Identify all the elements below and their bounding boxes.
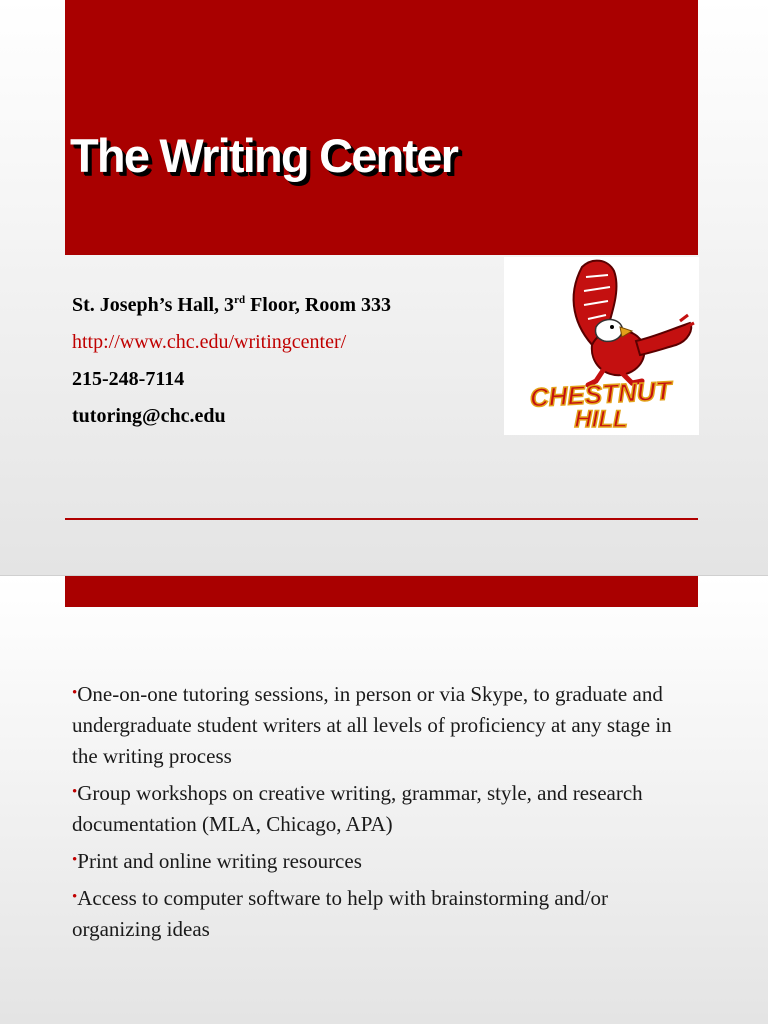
phone-number: 215-248-7114 — [72, 368, 185, 390]
slide-2 — [0, 576, 768, 1024]
list-item — [72, 845, 692, 877]
logo-wordmark-bottom: HILL — [574, 406, 628, 433]
contact-info — [72, 287, 502, 435]
bullet-marker: • — [72, 852, 78, 868]
address-ordinal: rd — [234, 294, 246, 306]
list-item-text: One-on-one tutoring sessions, in person or via Skype, to graduate and undergraduate student writers at all levels of proficiency at any stage in the writing process — [72, 682, 672, 768]
list-item — [72, 882, 692, 945]
bullet-marker: • — [72, 784, 78, 800]
website-link[interactable]: http://www.chc.edu/writingcenter/ — [72, 331, 347, 353]
slide-title: The Writing Center — [70, 129, 458, 182]
chestnut-hill-logo — [504, 257, 699, 435]
address-suffix: Floor, Room 333 — [245, 294, 391, 316]
list-item-text: Access to computer software to help with brainstorming and/or organizing ideas — [72, 886, 608, 941]
header-band — [65, 576, 698, 607]
griffin-mascot-icon — [504, 257, 699, 435]
list-item — [72, 678, 692, 772]
list-item-text: Group workshops on creative writing, grammar, style, and research documentation (MLA, Chicago, APA) — [72, 781, 643, 836]
divider-line — [65, 518, 698, 520]
address-line — [72, 287, 502, 324]
bullet-marker: • — [72, 889, 78, 905]
services-list — [72, 678, 692, 950]
bullet-marker: • — [72, 685, 78, 701]
email-address: tutoring@chc.edu — [72, 405, 226, 427]
logo-wordmark-top: CHESTNUT — [529, 375, 672, 413]
list-item-text: Print and online writing resources — [77, 849, 362, 873]
list-item — [72, 777, 692, 840]
address-prefix: St. Joseph’s Hall, 3 — [72, 294, 235, 316]
